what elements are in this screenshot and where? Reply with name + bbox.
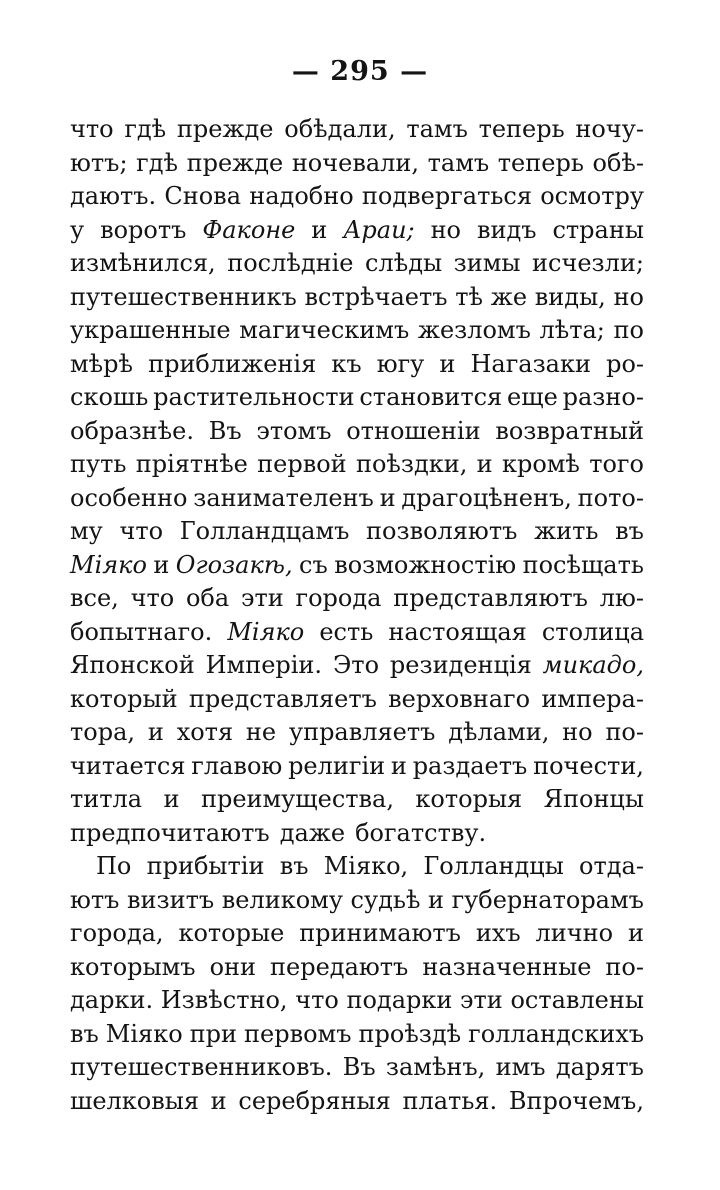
text-line [70, 180, 644, 214]
word: по- [605, 952, 644, 981]
italic-word: Міяко [227, 617, 305, 646]
word: тора, [70, 718, 136, 746]
word: тамъ [427, 148, 490, 177]
word: Извѣстно, [160, 986, 288, 1014]
word: представляетъ [188, 684, 377, 713]
word: ютъ; [70, 148, 128, 177]
text-line [70, 1018, 644, 1052]
word: путь [70, 450, 127, 478]
word: титла [70, 785, 143, 813]
word: пото- [577, 483, 644, 512]
word: этомъ [256, 416, 332, 445]
word: при [189, 1019, 238, 1048]
word: даютъ. [70, 182, 157, 210]
word: осмотру [540, 182, 644, 210]
text-line [70, 348, 644, 382]
word: имъ [495, 1053, 546, 1081]
word: зимы [453, 249, 521, 277]
word: ро- [606, 349, 644, 378]
word: къ [331, 349, 362, 378]
word: посѣщать [522, 550, 644, 579]
text-line [70, 381, 644, 415]
paragraph [70, 113, 644, 850]
word: Японцы [543, 785, 644, 813]
word: назначенные [422, 952, 592, 981]
word: возможностію [334, 550, 517, 579]
word: обѣдали, [284, 115, 396, 143]
word: Это [332, 651, 380, 679]
text-line [70, 917, 644, 951]
word: и [210, 1086, 227, 1115]
word: визитъ [127, 885, 215, 914]
word: оставлены [510, 986, 644, 1014]
text-line [70, 147, 644, 181]
word: теперь [497, 148, 584, 177]
word: прежде [186, 148, 284, 177]
word: но [562, 718, 593, 746]
word: преимущества, [200, 785, 394, 813]
word: путешественниковъ. [70, 1053, 333, 1081]
word: даже [279, 818, 346, 847]
italic-word: Факоне [202, 215, 296, 244]
word: измѣнился, [70, 249, 216, 277]
text-line [70, 214, 644, 248]
word: еще [507, 383, 558, 411]
word: въ [70, 1019, 99, 1048]
word: что [130, 584, 175, 612]
word: и [379, 483, 396, 512]
word: дарятъ [555, 1053, 644, 1081]
word: столица [541, 617, 644, 646]
word: читается [70, 751, 186, 780]
word: возвратный [495, 416, 644, 445]
word: разно- [562, 383, 644, 411]
word: что [295, 986, 339, 1014]
word: воротъ [100, 215, 187, 244]
word: жезломъ [417, 316, 531, 344]
word: гдѣ [124, 115, 167, 143]
word: и [428, 885, 444, 914]
word: занимателенъ [193, 483, 374, 512]
word: того [589, 450, 644, 478]
text-line [70, 750, 644, 784]
word: страны [552, 215, 644, 244]
word: Снова [164, 182, 242, 210]
word: Міяко [105, 1019, 183, 1048]
word: исчезли; [532, 249, 644, 277]
word: лѣта; [539, 316, 605, 344]
word: Впрочемъ, [508, 1086, 644, 1115]
word: представляютъ [393, 584, 588, 612]
page-number: — 295 — [291, 56, 429, 87]
text-line [70, 683, 644, 717]
word: Японской [70, 651, 195, 679]
word: что [119, 517, 164, 545]
word: мѣрѣ [70, 349, 133, 378]
word: дѣлами, [448, 718, 550, 746]
word: слѣды [365, 249, 443, 277]
word: видъ [476, 215, 537, 244]
word: му [70, 517, 103, 545]
word: управляетъ [288, 718, 436, 746]
text-line [70, 515, 644, 549]
italic-word: Огозакѣ, [175, 550, 293, 579]
text-line [70, 314, 644, 348]
word: поѣздки, [355, 450, 468, 478]
text-line [70, 616, 644, 650]
word: прибытіи [146, 852, 265, 880]
word: украшенные [70, 316, 231, 344]
word: принимаютъ [299, 919, 461, 947]
word: виды, [534, 282, 606, 311]
word: религіи [288, 751, 386, 780]
word: въ [615, 517, 644, 545]
word: ночу- [575, 115, 644, 143]
word: позволяютъ [366, 517, 518, 545]
text-line [70, 817, 644, 851]
word: ютъ [70, 885, 120, 914]
text-line [70, 247, 644, 281]
text-line [70, 549, 644, 583]
word: почести, [533, 751, 644, 780]
word: голландскихъ [468, 1019, 644, 1048]
word: прежде [176, 115, 274, 143]
word: платья. [402, 1086, 498, 1115]
word: губернаторамъ [451, 885, 644, 914]
word: гдѣ [136, 148, 178, 177]
word: особенно [70, 483, 188, 512]
word: что [70, 115, 114, 143]
word: города, [70, 919, 164, 947]
paragraph [70, 850, 644, 1118]
word: Нагазаки [470, 349, 591, 378]
word: подарки [346, 986, 453, 1014]
word: и [153, 550, 170, 579]
text-line [70, 1051, 644, 1085]
word: великому [221, 885, 343, 914]
word: замѣнъ, [385, 1053, 486, 1081]
word: дарки. [70, 986, 154, 1014]
word: предпочитаютъ [70, 818, 270, 847]
word: приближенія [148, 349, 317, 378]
word: Въ [342, 1053, 376, 1081]
word: который [70, 684, 178, 713]
word: ночевали, [291, 148, 420, 177]
text-line [70, 649, 644, 683]
word: въ [279, 852, 309, 880]
word: отда- [579, 852, 644, 880]
word: же [490, 282, 528, 311]
word: все, [70, 584, 119, 612]
word: пріятнѣе [135, 450, 248, 478]
word: и [628, 919, 644, 947]
word: главою [191, 751, 283, 780]
word: и [311, 215, 328, 244]
word: магическимъ [239, 316, 410, 344]
word: первой [257, 450, 347, 478]
word: По [96, 852, 132, 880]
word: жить [534, 517, 599, 545]
word: путешественникъ [70, 282, 297, 311]
word: послѣдніе [227, 249, 354, 277]
word: импера- [541, 684, 644, 713]
word: богатству. [355, 818, 487, 847]
word: эти [241, 584, 284, 612]
word: которымъ [70, 952, 196, 981]
italic-word: Араи; [343, 215, 415, 244]
text-line [70, 482, 644, 516]
word: у [70, 215, 85, 244]
word: резиденція [389, 651, 532, 679]
word: и [163, 785, 180, 813]
word: растительности [153, 383, 355, 411]
word: подвергаться [361, 182, 532, 210]
word: Голландцы [423, 852, 564, 880]
word: образнѣе. [70, 416, 194, 445]
word: города [295, 584, 382, 612]
word: кромѣ [501, 450, 580, 478]
word: скошь [70, 383, 149, 411]
word: которыя [415, 785, 523, 813]
word: оба [185, 584, 230, 612]
word: передаютъ [270, 952, 409, 981]
word: по- [605, 718, 644, 746]
text-line [70, 783, 644, 817]
word: и [147, 718, 164, 746]
word: драгоцѣненъ, [401, 483, 572, 512]
word: бопытнаго. [70, 617, 213, 646]
word: они [209, 952, 257, 981]
word: но [613, 282, 644, 311]
italic-word: Міяко [70, 550, 147, 579]
word: лично [535, 919, 614, 947]
word: и [476, 450, 493, 478]
word: становится [359, 383, 503, 411]
italic-word: микадо, [542, 651, 644, 679]
word: раздаетъ [412, 751, 528, 780]
word: верховнаго [388, 684, 531, 713]
word: Міяко, [323, 852, 409, 880]
word: теперь [478, 115, 565, 143]
text-line [70, 448, 644, 482]
word: лю- [599, 584, 644, 612]
word: шелковыя [70, 1086, 199, 1115]
text-line [70, 984, 644, 1018]
word: обѣ- [592, 148, 644, 177]
word: и [390, 751, 407, 780]
word: серебряныя [238, 1086, 391, 1115]
word: эти [460, 986, 503, 1014]
text-line [70, 951, 644, 985]
word: встрѣчаетъ [304, 282, 448, 311]
word: хотя [176, 718, 234, 746]
word: но [430, 215, 462, 244]
word: судьѣ [350, 885, 421, 914]
text-line [70, 716, 644, 750]
word: не [245, 718, 277, 746]
word: проѣздѣ [358, 1019, 462, 1048]
word: тѣ [455, 282, 484, 311]
text-line [70, 582, 644, 616]
text-line [70, 281, 644, 315]
word: Голландцамъ [179, 517, 350, 545]
word: первомъ [244, 1019, 352, 1048]
text-line [70, 884, 644, 918]
word: югу [376, 349, 425, 378]
text-line [70, 850, 644, 884]
body-text [70, 113, 644, 1118]
word: тамъ [406, 115, 468, 143]
word: отношеніи [346, 416, 481, 445]
word: съ [299, 550, 328, 579]
word: надобно [249, 182, 354, 210]
word: и [439, 349, 456, 378]
text-line [70, 113, 644, 147]
word: ихъ [475, 919, 521, 947]
word: которые [178, 919, 285, 947]
word: Въ [208, 416, 242, 445]
word: есть [319, 617, 374, 646]
text-line [70, 415, 644, 449]
text-line [70, 1085, 644, 1119]
word: настоящая [388, 617, 527, 646]
word: по [613, 316, 644, 344]
word: Имперіи. [205, 651, 323, 679]
